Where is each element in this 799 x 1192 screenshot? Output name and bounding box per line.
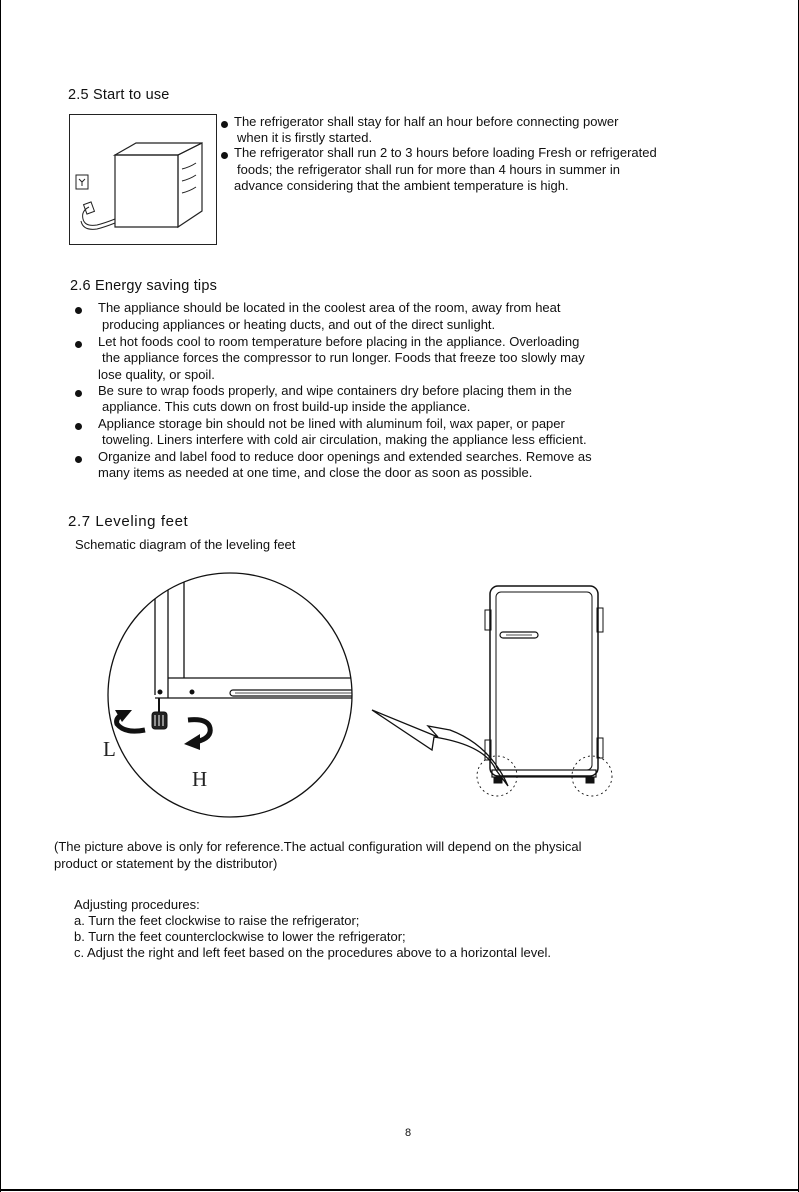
- label-high: H: [192, 767, 208, 791]
- bullet-icon: [75, 390, 82, 397]
- bullet-line: The refrigerator shall stay for half an hour before connecting power: [234, 114, 619, 129]
- bullet-line: Organize and label food to reduce door openings and extended searches. Remove as: [98, 449, 592, 464]
- callout-arrow-icon: [372, 710, 508, 786]
- label-low: L: [103, 737, 116, 761]
- bullet-line: Appliance storage bin should not be lined with aluminum foil, wax paper, or paper: [98, 416, 565, 431]
- procedure-step: c. Adjust the right and left feet based on the procedures above to a horizontal level.: [74, 945, 551, 960]
- bullet-line: Let hot foods cool to room temperature before placing in the appliance. Overloading: [98, 334, 580, 349]
- bullet-icon: [221, 152, 228, 159]
- counterclockwise-arrow-icon: [115, 710, 145, 731]
- bullet-line: many items as needed at one time, and close the door as soon as possible.: [98, 465, 533, 480]
- bullet-line: lose quality, or spoil.: [98, 367, 215, 382]
- reference-note-line: product or statement by the distributor): [54, 856, 278, 871]
- page-bottom-rule: [0, 1189, 799, 1191]
- bullet-icon: [75, 456, 82, 463]
- procedures-title: Adjusting procedures:: [74, 897, 200, 912]
- reference-note-line: (The picture above is only for reference.The actual configuration will depend on the physical: [54, 839, 582, 854]
- bullet-line: when it is firstly started.: [237, 130, 373, 145]
- diagram-caption: Schematic diagram of the leveling feet: [75, 537, 296, 552]
- section-heading-2-7: 2.7 Leveling feet: [68, 513, 189, 530]
- section-heading-2-6: 2.6 Energy saving tips: [70, 278, 218, 294]
- page-border-left: [0, 0, 1, 1192]
- bullet-line: advance considering that the ambient temperature is high.: [234, 178, 569, 193]
- bullet-line: The refrigerator shall run 2 to 3 hours before loading Fresh or refrigerated: [234, 145, 657, 160]
- leveling-feet-diagram: [60, 560, 620, 825]
- refrigerator-front-illustration: [477, 586, 612, 796]
- refrigerator-plug-illustration: [70, 115, 216, 244]
- bullet-line: toweling. Liners interfere with cold air circulation, making the appliance less efficient.: [102, 432, 587, 447]
- bullet-line: the appliance forces the compressor to run longer. Foods that freeze too slowly may: [102, 350, 585, 365]
- bullet-line: appliance. This cuts down on frost build-up inside the appliance.: [102, 399, 471, 414]
- bullet-icon: [221, 121, 228, 128]
- bullet-icon: [75, 423, 82, 430]
- procedure-step: b. Turn the feet counterclockwise to lower the refrigerator;: [74, 929, 406, 944]
- bullet-line: Be sure to wrap foods properly, and wipe containers dry before placing them in the: [98, 383, 572, 398]
- section-title: Start to use: [93, 87, 170, 103]
- bullet-icon: [75, 307, 82, 314]
- page-number: 8: [405, 1127, 412, 1139]
- section-heading-2-5: [68, 87, 170, 103]
- bullet-line: producing appliances or heating ducts, and out of the direct sunlight.: [102, 317, 496, 332]
- bullet-line: The appliance should be located in the coolest area of the room, away from heat: [98, 300, 561, 315]
- clockwise-arrow-icon: [184, 720, 210, 750]
- bullet-icon: [75, 341, 82, 348]
- section-number: 2.5: [68, 87, 89, 103]
- bullet-line: foods; the refrigerator shall run for more than 4 hours in summer in: [237, 162, 620, 177]
- procedure-step: a. Turn the feet clockwise to raise the refrigerator;: [74, 913, 360, 928]
- start-to-use-illustration: [69, 114, 217, 245]
